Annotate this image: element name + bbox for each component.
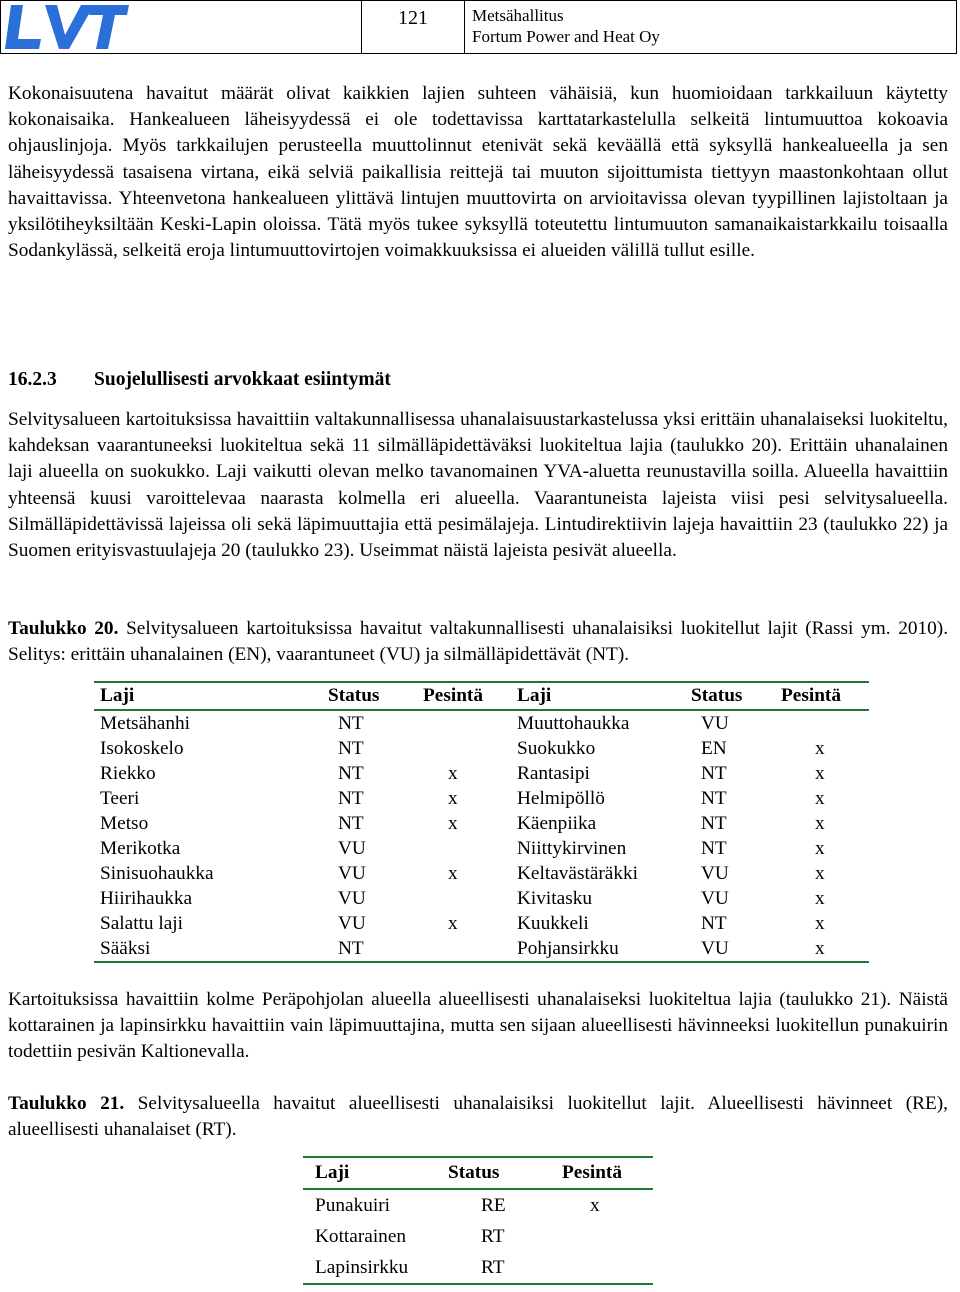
table-cell: NT [701, 837, 727, 859]
table21-caption [8, 1091, 948, 1143]
col-header: Laji [303, 1157, 436, 1189]
table-cell: NT [701, 787, 727, 809]
table-cell: VU [338, 862, 366, 884]
col-header: Laji [94, 682, 322, 710]
paragraph-protected-species: Selvitysalueen kartoituksissa havaittiin valtakunnallisessa uhanalaisuustarkastelussa yksi erittäin uhanalaiseksi luokiteltu, kahdeksan vaarantuneeksi luokiteltua sekä 11 silmälläpidettäväksi luokiteltua lajia (taulukko 20). Erittäin uhanalainen laji alueella on suokukko. Laji vaikutti olevan melko tavanomainen YVA-aluetta reunustavilla soilla. Alueella havaittiin yhteensä kuusi varoittelevaa naarasta kolmella eri alueella. Vaarantuneista lajeista viisi pesi selvitysalueella. Silmälläpidettävissä lajeissa oli sekä läpimuuttajia että pesimälajeja. Lintudirektiivin lajeja havaittiin 23 (taulukko 22) ja Suomen erityisvastuulajeja 20 (taulukko 23). Useimmat näistä lajeista pesivät alueella. [8, 409, 948, 562]
table-cell [417, 836, 511, 861]
table-cell: x [815, 787, 825, 809]
table21-caption-label: Taulukko 21. [8, 1093, 125, 1114]
org-line-1: Metsähallitus [472, 6, 564, 25]
table-cell: x [815, 937, 825, 959]
table-cell: Niittykirvinen [517, 837, 627, 859]
table-row [94, 911, 869, 936]
table-cell: Metsähanhi [100, 712, 190, 734]
table-cell: x [448, 862, 458, 884]
page-number: 121 [361, 1, 465, 53]
table-cell: Kivitasku [517, 887, 592, 909]
table-cell: Suokukko [517, 737, 596, 759]
table-cell: RT [481, 1256, 505, 1278]
table-cell: VU [338, 912, 366, 934]
table-cell: Merikotka [100, 837, 181, 859]
page-header [0, 0, 957, 54]
org-line-2: Fortum Power and Heat Oy [472, 27, 660, 46]
section-number: 16.2.3 [8, 369, 57, 390]
table-cell: VU [338, 837, 366, 859]
table-row [94, 736, 869, 761]
table-cell: Pohjansirkku [517, 937, 619, 959]
table20-caption-label: Taulukko 20. [8, 618, 119, 639]
table-cell: x [448, 762, 458, 784]
table-cell: x [815, 837, 825, 859]
table21-header-row [303, 1157, 653, 1189]
table-cell: NT [338, 787, 364, 809]
table-cell: x [448, 787, 458, 809]
table-cell: NT [701, 762, 727, 784]
section-title: Suojelullisesti arvokkaat esiintymät [94, 369, 391, 390]
table-cell: x [815, 762, 825, 784]
table-row [94, 710, 869, 736]
col-header: Laji [511, 682, 685, 710]
table-cell [775, 710, 869, 736]
table-row [94, 761, 869, 786]
table-cell: NT [338, 937, 364, 959]
table-cell: VU [701, 712, 729, 734]
table20-caption-text: Selvitysalueen kartoituksissa havaitut valtakunnallisesti uhanalaisiksi luokitellut lajit (Rassi ym. 2010). Selitys: erittäin uhanalainen (EN), vaarantuneet (VU) ja silmälläpidettävät (NT). [8, 618, 949, 666]
table-cell: NT [701, 912, 727, 934]
table-cell: NT [338, 737, 364, 759]
table-cell: Punakuiri [315, 1194, 390, 1216]
col-header: Pesintä [417, 682, 511, 710]
table-cell: VU [701, 862, 729, 884]
table-row [94, 861, 869, 886]
table-cell: Isokoskelo [100, 737, 184, 759]
section-heading [8, 369, 391, 391]
table-cell: Sääksi [100, 937, 151, 959]
table-cell: Hiirihaukka [100, 887, 193, 909]
table-row [94, 886, 869, 911]
table-cell: NT [338, 712, 364, 734]
table-cell [417, 936, 511, 962]
table-cell: Riekko [100, 762, 156, 784]
table-cell: Teeri [100, 787, 140, 809]
table20-caption [8, 616, 948, 668]
table-cell: Muuttohaukka [517, 712, 630, 734]
table-cell: VU [701, 887, 729, 909]
table-cell: x [448, 812, 458, 834]
table-row [94, 811, 869, 836]
col-header: Status [436, 1157, 550, 1189]
col-header: Pesintä [775, 682, 869, 710]
table-cell: VU [701, 937, 729, 959]
table-cell [550, 1252, 653, 1284]
table-cell: Kottarainen [315, 1225, 407, 1247]
table-cell: Lapinsirkku [315, 1256, 409, 1278]
table-cell: EN [701, 737, 727, 759]
table-cell [417, 886, 511, 911]
table-cell: x [815, 862, 825, 884]
table-cell: x [815, 812, 825, 834]
table21-caption-text: Selvitysalueella havaitut alueellisesti uhanalaisiksi luokitellut lajit. Alueellisesti hävinneet (RE), alueellisesti uhanalaiset (RT). [8, 1093, 949, 1141]
table-cell: Rantasipi [517, 762, 590, 784]
table-cell: x [815, 912, 825, 934]
table-cell: x [590, 1194, 600, 1216]
table-cell: Helmipöllö [517, 787, 605, 809]
table-cell: RE [481, 1194, 506, 1216]
table-cell: VU [338, 887, 366, 909]
paragraph-regional-species: Kartoituksissa havaittiin kolme Peräpohjolan alueella alueellisesti uhanalaiseksi luokiteltua lajia (taulukko 21). Näistä kottarainen ja lapinsirkku havaittiin vain läpimuuttajina, mutta sen sijaan alueellisesti hävinneeksi luokitellun punakuirin todettiin pesivän Kaltionevalla. [8, 989, 948, 1063]
col-header: Pesintä [550, 1157, 653, 1189]
table-row [303, 1252, 653, 1284]
table-cell [417, 736, 511, 761]
table-21 [303, 1156, 653, 1285]
table-cell: NT [701, 812, 727, 834]
table20-header-row [94, 682, 869, 710]
lvt-logo [1, 1, 361, 53]
col-header: Status [322, 682, 417, 710]
lvt-logo-icon [1, 1, 131, 53]
table-row [303, 1221, 653, 1252]
table-cell: Käenpiika [517, 812, 597, 834]
table-cell: Sinisuohaukka [100, 862, 214, 884]
table-cell: x [448, 912, 458, 934]
table-cell: Salattu laji [100, 912, 183, 934]
table-20 [94, 681, 869, 963]
table-cell: Keltavästäräkki [517, 862, 638, 884]
paragraph-migration-summary: Kokonaisuutena havaitut määrät olivat kaikkien lajien suhteen vähäisiä, kun huomioidaan tarkkailuun käytetty kokonaisaika. Hankealueen läheisyydessä ei ole todettavissa karttatarkastelulla selkeitä lintumuuttoa kokoavia ohjauslinjoja. Myös tarkkailujen perusteella muuttolinnut etenivät sekä keväällä että syksyllä hankealueella ja sen läheisyydessä tasaisena virtana, eikä selviä paikallisia reittejä tai muuton sijoittumista tiettyyn maastonkohtaan ollut havaittavissa. Yhteenvetona hankealueen ylittävä lintujen muuttovirta on arvioitavissa olevan tyypillinen lajistoltaan ja yksilötiheyksiltään Keski-Lapin oloissa. Tätä myös tukee syksyllä toteutettu lintumuuton samanaikaistarkkailu toisaalla Sodankylässä, selkeitä eroja lintumuuttovirtojen voimakkuuksissa ei alueiden välillä tullut esille. [8, 83, 948, 262]
table-cell: x [815, 887, 825, 909]
table-row [303, 1189, 653, 1221]
table-cell: Metso [100, 812, 149, 834]
table-cell: Kuukkeli [517, 912, 589, 934]
table-row [94, 786, 869, 811]
table-cell: RT [481, 1225, 505, 1247]
organization-names [472, 5, 660, 47]
table-cell: x [815, 737, 825, 759]
table-row [94, 836, 869, 861]
col-header: Status [685, 682, 775, 710]
table-cell [550, 1221, 653, 1252]
table-cell: NT [338, 762, 364, 784]
table-cell [417, 710, 511, 736]
table-cell: NT [338, 812, 364, 834]
table-row [94, 936, 869, 962]
